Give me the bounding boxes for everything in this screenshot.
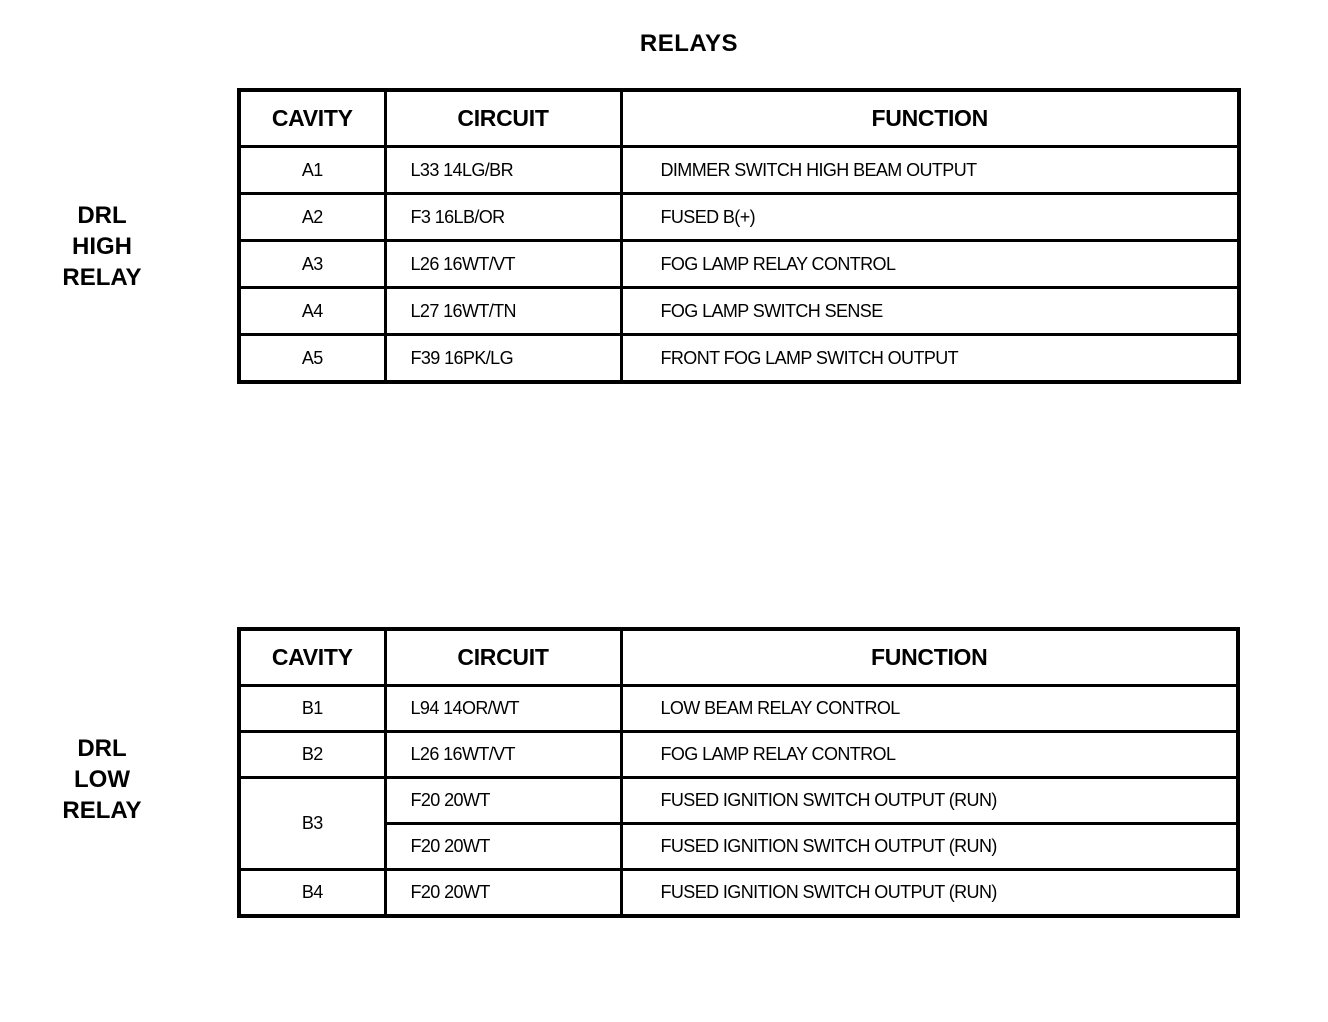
circuit-cell: L27 16WT/TN [385, 288, 621, 335]
circuit-cell: F20 20WT [385, 824, 621, 870]
header-circuit: CIRCUIT [385, 90, 621, 147]
cavity-cell: A5 [239, 335, 385, 383]
cavity-cell: A2 [239, 194, 385, 241]
table-row [239, 194, 1239, 241]
circuit-cell: L26 16WT/VT [385, 241, 621, 288]
cavity-cell: B3 [239, 778, 385, 870]
table-row [239, 147, 1239, 194]
circuit-cell: L33 14LG/BR [385, 147, 621, 194]
circuit-cell: F20 20WT [385, 778, 621, 824]
circuit-cell: F39 16PK/LG [385, 335, 621, 383]
relay-label-low [47, 733, 157, 826]
table-header-row [239, 629, 1238, 686]
low-relay-table [237, 627, 1240, 918]
header-circuit: CIRCUIT [385, 629, 621, 686]
table-row [239, 288, 1239, 335]
relay-label-high [47, 200, 157, 293]
circuit-cell: L26 16WT/VT [385, 732, 621, 778]
high-relay-table [237, 88, 1241, 384]
header-function: FUNCTION [621, 629, 1238, 686]
table-row [239, 778, 1238, 824]
table-row [239, 870, 1238, 917]
table-row [239, 335, 1239, 383]
function-cell: FOG LAMP RELAY CONTROL [621, 241, 1239, 288]
cavity-cell: A1 [239, 147, 385, 194]
cavity-cell: A3 [239, 241, 385, 288]
table-row [239, 686, 1238, 732]
relay-label-line: DRL [77, 202, 127, 229]
function-cell: FUSED B(+) [621, 194, 1239, 241]
function-cell: FRONT FOG LAMP SWITCH OUTPUT [621, 335, 1239, 383]
function-cell: FOG LAMP RELAY CONTROL [621, 732, 1238, 778]
relay-label-line: RELAY [62, 797, 142, 824]
circuit-cell: F20 20WT [385, 870, 621, 917]
cavity-cell: A4 [239, 288, 385, 335]
table-row [239, 824, 1238, 870]
table-header-row [239, 90, 1239, 147]
page-title: RELAYS [639, 30, 739, 57]
circuit-cell: L94 14OR/WT [385, 686, 621, 732]
function-cell: FOG LAMP SWITCH SENSE [621, 288, 1239, 335]
relay-label-line: RELAY [62, 264, 142, 291]
relay-label-line: DRL [77, 735, 127, 762]
function-cell: FUSED IGNITION SWITCH OUTPUT (RUN) [621, 778, 1238, 824]
function-cell: FUSED IGNITION SWITCH OUTPUT (RUN) [621, 824, 1238, 870]
function-cell: DIMMER SWITCH HIGH BEAM OUTPUT [621, 147, 1239, 194]
relay-label-line: LOW [74, 766, 130, 793]
function-cell: FUSED IGNITION SWITCH OUTPUT (RUN) [621, 870, 1238, 917]
header-function: FUNCTION [621, 90, 1239, 147]
cavity-cell: B1 [239, 686, 385, 732]
function-cell: LOW BEAM RELAY CONTROL [621, 686, 1238, 732]
relay-label-line: HIGH [72, 233, 132, 260]
cavity-cell: B4 [239, 870, 385, 917]
table-row [239, 241, 1239, 288]
header-cavity: CAVITY [239, 629, 385, 686]
table-row [239, 732, 1238, 778]
circuit-cell: F3 16LB/OR [385, 194, 621, 241]
cavity-cell: B2 [239, 732, 385, 778]
header-cavity: CAVITY [239, 90, 385, 147]
